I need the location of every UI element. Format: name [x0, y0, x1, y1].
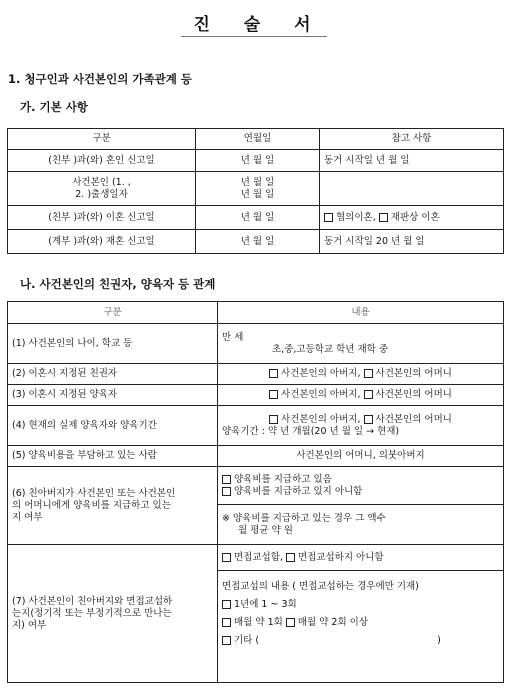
checkbox[interactable]	[286, 553, 295, 562]
visitation-label: (7) 사건본인이 친아버지와 면접교섭하 는지(정기적 또는 부정기적으로 만나는 지) 여부	[8, 545, 218, 683]
marriage-report-label: (친부 )과(와) 혼인 신고일	[8, 150, 196, 172]
checkbox[interactable]	[222, 487, 231, 496]
checkbox[interactable]	[222, 600, 231, 609]
section-heading-custody: 나. 사건본인의 친권자, 양육자 등 관계	[20, 277, 216, 291]
marriage-report-date[interactable]: 년 월 일	[196, 150, 320, 172]
checkbox[interactable]	[222, 636, 231, 645]
document-title: 진 술 서	[0, 10, 508, 35]
header-content: 내용	[218, 302, 504, 324]
child-support-options[interactable]: 양육비를 지급하고 있음 양육비를 지급하고 있지 아니함	[218, 467, 504, 505]
checkbox[interactable]	[269, 415, 278, 424]
age-school-label: (1) 사건본인의 나이, 학교 등	[8, 324, 218, 364]
birth-dates[interactable]: 년 월 일 년 월 일	[196, 172, 320, 206]
header-date: 연월일	[196, 129, 320, 150]
birth-date-label: 사건본인 (1. , 2. )출생일자	[8, 172, 196, 206]
checkbox[interactable]	[269, 369, 278, 378]
custody-table	[7, 301, 504, 683]
checkbox[interactable]	[364, 390, 373, 399]
checkbox[interactable]	[222, 475, 231, 484]
child-support-amount[interactable]: ※ 양육비를 지급하고 있는 경우 그 액수 월 평균 약 원	[218, 505, 504, 545]
checkbox[interactable]	[222, 618, 231, 627]
divorce-report-date[interactable]: 년 월 일	[196, 206, 320, 230]
remarriage-report-label: (계부 )과(와) 재혼 신고일	[8, 230, 196, 254]
checkbox[interactable]	[379, 213, 388, 222]
custodian-options[interactable]: 사건본인의 아버지, 사건본인의 어머니	[218, 364, 504, 385]
checkbox[interactable]	[364, 369, 373, 378]
divorce-report-label: (친부 )과(와) 이혼 신고일	[8, 206, 196, 230]
checkbox[interactable]	[222, 553, 231, 562]
section-heading-1: 1. 청구인과 사건본인의 가족관계 등	[8, 72, 192, 86]
header-category: 구분	[8, 129, 196, 150]
visitation-details[interactable]: 면접교섭의 내용 ( 면접교섭하는 경우에만 기재) 1년에 1 ~ 3회 매월 약 1회 매월 약 2회 이상 기타 ( )	[218, 571, 504, 683]
support-payer-label: (5) 양육비용을 부담하고 있는 사람	[8, 446, 218, 467]
custodian-label: (2) 이혼시 지정된 친권자	[8, 364, 218, 385]
caregiver-options[interactable]: 사건본인의 아버지, 사건본인의 어머니	[218, 385, 504, 406]
header-notes: 참고 사항	[320, 129, 504, 150]
basic-info-table	[7, 128, 504, 254]
birth-notes	[320, 172, 504, 206]
child-support-label: (6) 친아버지가 사건본인 또는 사건본인 의 어머니에게 양육비를 지급하고 있는 지 여부	[8, 467, 218, 545]
cohabitation-start-date[interactable]: 동거 시작일 년 월 일	[320, 150, 504, 172]
current-caregiver-label: (4) 현재의 실제 양육자와 양육기간	[8, 406, 218, 446]
divorce-type[interactable]: 협의이혼, 재판상 이혼	[320, 206, 504, 230]
age-school-value[interactable]: 만 세 초,중,고등학교 학년 재학 중	[218, 324, 504, 364]
checkbox[interactable]	[324, 213, 333, 222]
checkbox[interactable]	[269, 390, 278, 399]
header-category: 구분	[8, 302, 218, 324]
support-payer-value[interactable]: 사건본인의 어머니, 의붓아버지	[218, 446, 504, 467]
remarriage-cohabitation-date[interactable]: 동거 시작일 20 년 월 일	[320, 230, 504, 254]
section-heading-basic: 가. 기본 사항	[20, 100, 88, 114]
remarriage-report-date[interactable]: 년 월 일	[196, 230, 320, 254]
checkbox[interactable]	[364, 415, 373, 424]
caregiver-label: (3) 이혼시 지정된 양육자	[8, 385, 218, 406]
checkbox[interactable]	[286, 618, 295, 627]
visitation-options[interactable]: 면접교섭함, 면접교섭하지 아니함	[218, 545, 504, 571]
current-caregiver-options[interactable]: 사건본인의 아버지, 사건본인의 어머니 양육기간 : 약 년 개월(20 년 월 일 → 현재)	[218, 406, 504, 446]
